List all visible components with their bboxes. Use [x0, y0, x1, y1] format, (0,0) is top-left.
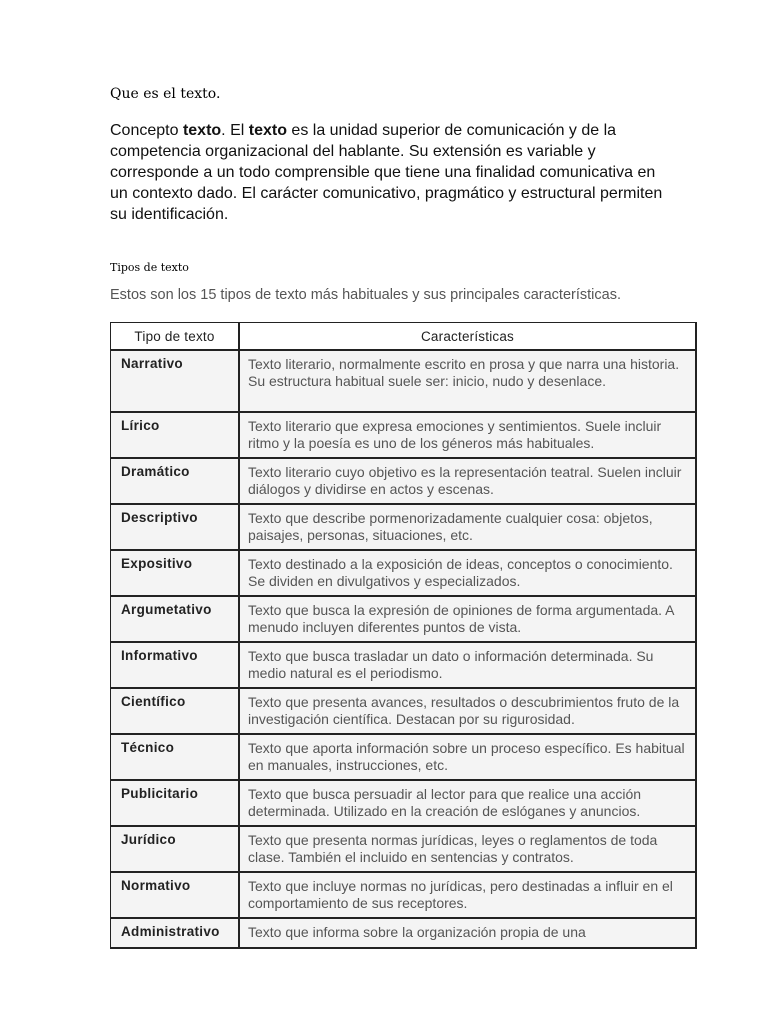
description-cell: Texto destinado a la exposición de ideas, conceptos o conocimiento. Se dividen en divulgativos y especializados.: [240, 551, 696, 597]
type-cell: Lírico: [111, 413, 240, 459]
description-cell: Texto que aporta información sobre un proceso específico. Es habitual en manuales, instrucciones, etc.: [240, 735, 696, 781]
table-row: [111, 735, 696, 781]
concept-bold-2: texto: [248, 122, 287, 139]
text-types-table: [110, 322, 697, 949]
description-cell: Texto que presenta avances, resultados o descubrimientos fruto de la investigación científica. Destacan por su rigurosidad.: [240, 689, 696, 735]
table-row: [111, 827, 696, 873]
concept-text-1: Concepto: [110, 122, 183, 139]
concept-text-2: . El: [221, 122, 249, 139]
description-cell: Texto que presenta normas jurídicas, leyes o reglamentos de toda clase. También el incluido en sentencias y contratos.: [240, 827, 696, 873]
type-cell: Científico: [111, 689, 240, 735]
document-title: Que es el texto.: [110, 86, 221, 102]
description-cell: Texto que busca la expresión de opiniones de forma argumentada. A menudo incluyen diferentes puntos de vista.: [240, 597, 696, 643]
section-subtitle: Tipos de texto: [110, 261, 189, 274]
table-row: [111, 643, 696, 689]
table-header-row: [111, 323, 696, 351]
description-cell: Texto que incluye normas no jurídicas, pero destinadas a influir en el comportamiento de sus receptores.: [240, 873, 696, 919]
table-row: [111, 873, 696, 919]
table-row: [111, 505, 696, 551]
header-type: Tipo de texto: [111, 323, 240, 351]
table-row: [111, 781, 696, 827]
description-cell: Texto literario, normalmente escrito en prosa y que narra una historia. Su estructura habitual suele ser: inicio, nudo y desenlace.: [240, 351, 696, 413]
table-row: [111, 459, 696, 505]
description-cell: Texto que describe pormenorizadamente cualquier cosa: objetos, paisajes, personas, situaciones, etc.: [240, 505, 696, 551]
type-cell: Descriptivo: [111, 505, 240, 551]
header-characteristics: Características: [240, 323, 696, 351]
type-cell: Narrativo: [111, 351, 240, 413]
type-cell: Técnico: [111, 735, 240, 781]
type-cell: Argumetativo: [111, 597, 240, 643]
description-cell: Texto literario cuyo objetivo es la representación teatral. Suelen incluir diálogos y dividirse en actos y escenas.: [240, 459, 696, 505]
table-row: [111, 597, 696, 643]
concept-paragraph: [110, 120, 670, 225]
type-cell: Administrativo: [111, 919, 240, 948]
table-row: [111, 351, 696, 413]
type-cell: Informativo: [111, 643, 240, 689]
description-cell: Texto que informa sobre la organización propia de una: [240, 919, 696, 948]
table-row: [111, 551, 696, 597]
concept-text-3: es la unidad superior de comunicación y de la competencia organizacional del hablante. Su extensión es variable y corresponde a un todo comprensible que tiene una finalidad comunicativa en un contexto dado. El carácter comunicativo, pragmático y estructural permiten su identificación.: [110, 122, 663, 223]
type-cell: Normativo: [111, 873, 240, 919]
type-cell: Publicitario: [111, 781, 240, 827]
description-cell: Texto literario que expresa emociones y sentimientos. Suele incluir ritmo y la poesía es uno de los géneros más habituales.: [240, 413, 696, 459]
concept-bold-1: texto: [182, 122, 222, 139]
type-cell: Dramático: [111, 459, 240, 505]
intro-text: Estos son los 15 tipos de texto más habituales y sus principales características.: [110, 287, 621, 303]
description-cell: Texto que busca trasladar un dato o información determinada. Su medio natural es el periodismo.: [240, 643, 696, 689]
table-row: [111, 919, 696, 948]
table-row: [111, 413, 696, 459]
type-cell: Expositivo: [111, 551, 240, 597]
description-cell: Texto que busca persuadir al lector para que realice una acción determinada. Utilizado en la creación de eslóganes y anuncios.: [240, 781, 696, 827]
table-row: [111, 689, 696, 735]
type-cell: Jurídico: [111, 827, 240, 873]
